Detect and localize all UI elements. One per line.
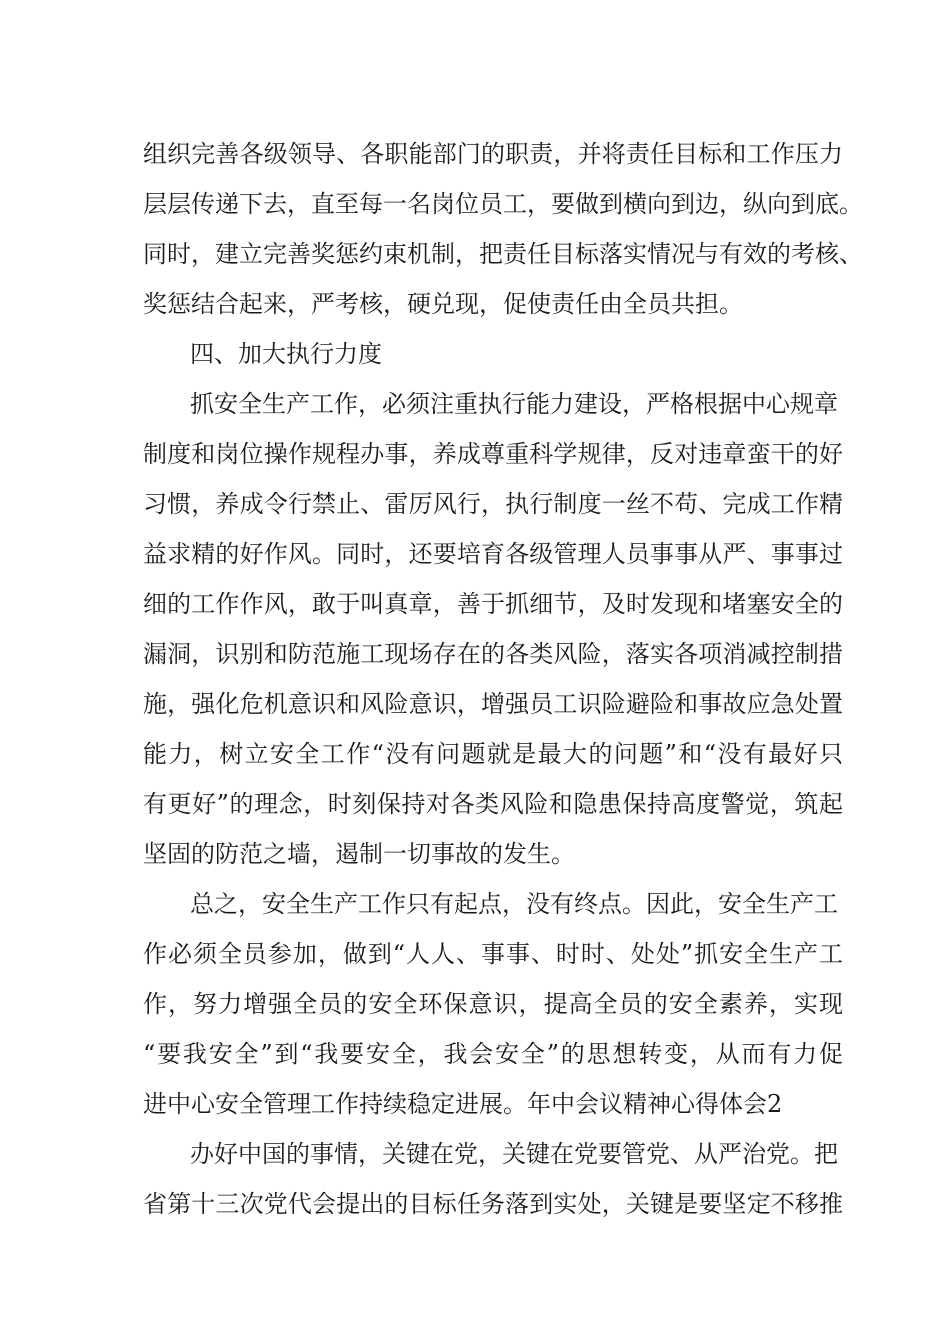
text-line: 制度和岗位操作规程办事，养成尊重科学规律，反对违章蛮干的好 <box>143 440 843 468</box>
text-line: 作必须全员参加，做到“人人、事事、时时、处处”抓安全生产工 <box>143 940 843 968</box>
text-line: 抓安全生产工作，必须注重执行能力建设，严格根据中心规章 <box>190 390 838 418</box>
text-line: 组织完善各级领导、各职能部门的职责，并将责任目标和工作压力 <box>143 140 843 168</box>
text-line: 总之，安全生产工作只有起点，没有终点。因此，安全生产工 <box>190 890 838 918</box>
text-line: 坚固的防范之墙，遏制一切事故的发生。 <box>143 840 575 868</box>
text-line: 能力，树立安全工作“没有问题就是最大的问题”和“没有最好只 <box>143 740 843 768</box>
text-line: 办好中国的事情，关键在党，关键在党要管党、从严治党。把 <box>190 1140 838 1168</box>
text-line: 习惯，养成令行禁止、雷厉风行，执行制度一丝不苟、完成工作精 <box>143 490 843 518</box>
text-line: 有更好”的理念，时刻保持对各类风险和隐患保持高度警觉，筑起 <box>143 790 843 818</box>
text-line: 奖惩结合起来，严考核，硬兑现，促使责任由全员共担。 <box>143 290 743 318</box>
text-line: 作，努力增强全员的安全环保意识，提高全员的安全素养，实现 <box>143 990 843 1018</box>
text-line: 益求精的好作风。同时，还要培育各级管理人员事事从严、事事过 <box>143 540 843 568</box>
text-line: 层层传递下去，直至每一名岗位员工，要做到横向到边，纵向到底。 <box>143 190 863 218</box>
text-line: 省第十三次党代会提出的目标任务落到实处，关键是要坚定不移推 <box>143 1190 843 1218</box>
section-heading: 四、加大执行力度 <box>190 340 382 368</box>
text-line: 进中心安全管理工作持续稳定进展。年中会议精神心得体会2 <box>143 1090 783 1118</box>
text-line: 漏洞，识别和防范施工现场存在的各类风险，落实各项消减控制措 <box>143 640 843 668</box>
text-line: 施，强化危机意识和风险意识，增强员工识险避险和事故应急处置 <box>143 690 843 718</box>
text-line: 同时，建立完善奖惩约束机制，把责任目标落实情况与有效的考核、 <box>143 240 863 268</box>
text-line: “要我安全”到“我要安全，我会安全”的思想转变，从而有力促 <box>143 1040 843 1068</box>
text-line: 细的工作作风，敢于叫真章，善于抓细节，及时发现和堵塞安全的 <box>143 590 843 618</box>
